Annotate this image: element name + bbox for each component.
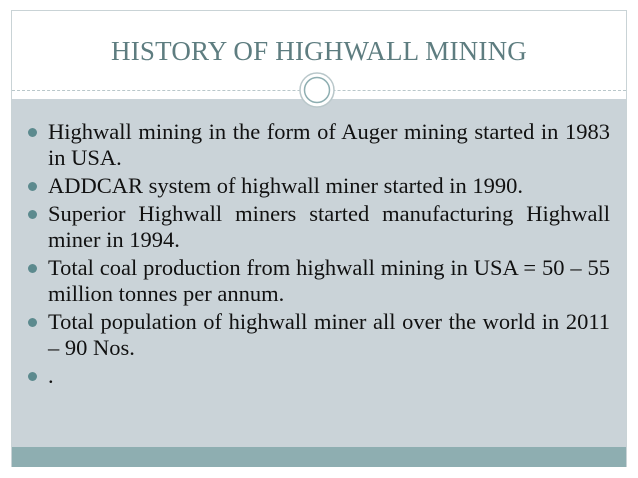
bullet-item <box>28 363 610 389</box>
bullet-icon <box>28 318 37 327</box>
bullet-list <box>28 119 610 391</box>
bullet-icon <box>28 182 37 191</box>
slide-title: HISTORY OF HIGHWALL MINING <box>111 36 527 66</box>
bullet-item <box>28 201 610 253</box>
content-panel <box>12 99 626 447</box>
bullet-icon <box>28 372 37 381</box>
bullet-text: . <box>48 363 54 388</box>
double-ring-ornament-icon <box>299 72 335 108</box>
bullet-item <box>28 119 610 171</box>
bullet-text: Superior Highwall miners started manufacturing Highwall miner in 1994. <box>48 201 610 252</box>
slide <box>11 10 627 467</box>
bullet-text: Highwall mining in the form of Auger mining started in 1983 in USA. <box>48 119 610 170</box>
bullet-item <box>28 173 610 199</box>
bullet-text: Total population of highwall miner all over the world in 2011 – 90 Nos. <box>48 309 610 360</box>
footer-bar <box>12 447 626 467</box>
bullet-item <box>28 309 610 361</box>
bullet-icon <box>28 128 37 137</box>
bullet-text: Total coal production from highwall mining in USA = 50 – 55 million tonnes per annum. <box>48 255 610 306</box>
bullet-icon <box>28 210 37 219</box>
bullet-icon <box>28 264 37 273</box>
bullet-text: ADDCAR system of highwall miner started in 1990. <box>48 173 523 198</box>
bullet-item <box>28 255 610 307</box>
